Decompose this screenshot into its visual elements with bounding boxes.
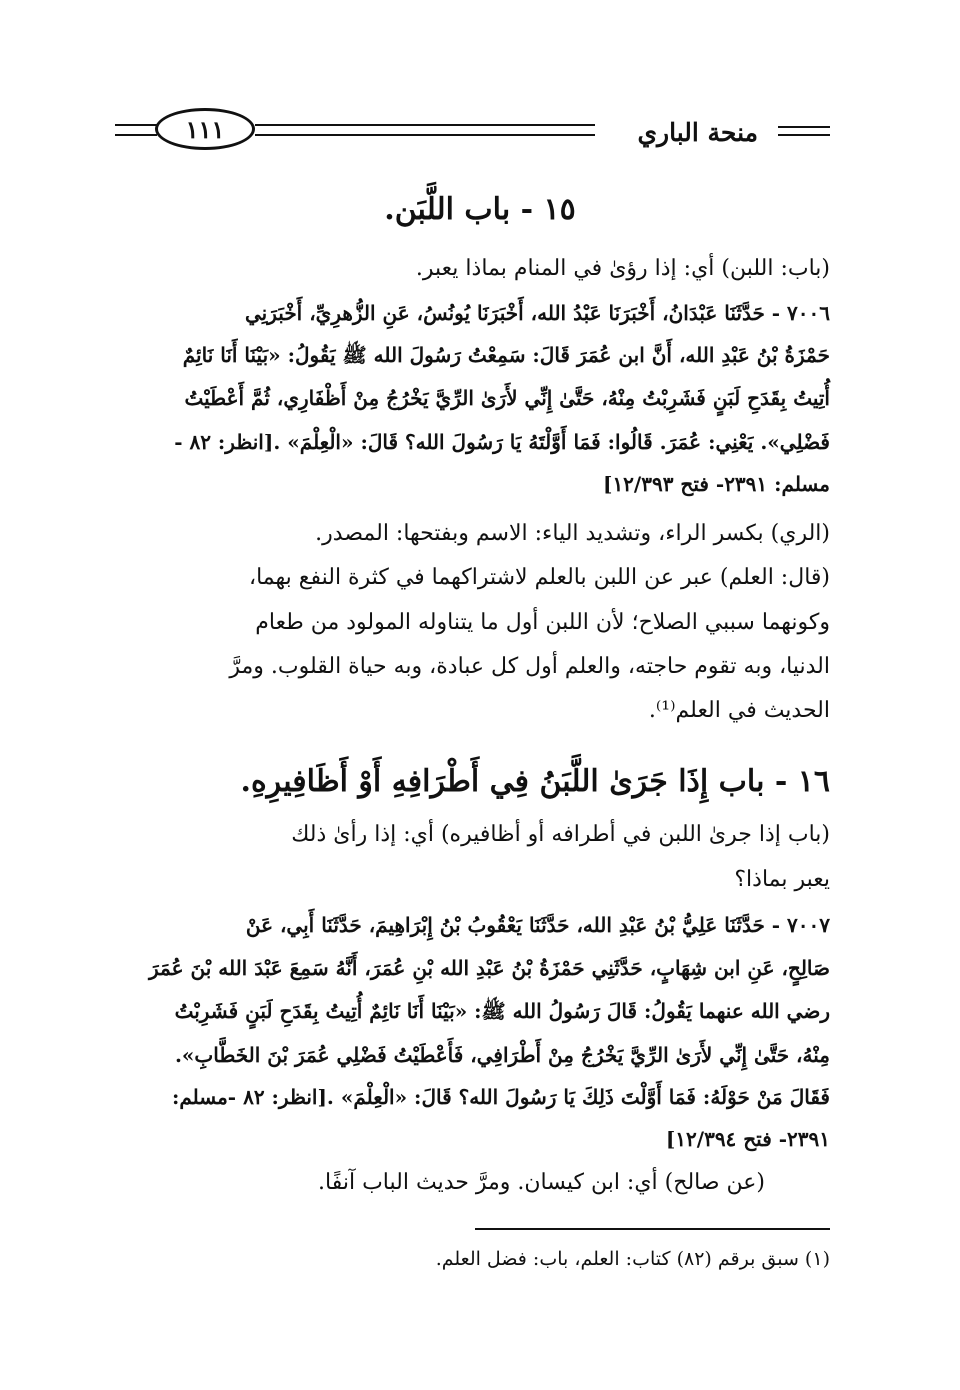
footnote: (١) سبق برقم (٨٢) كتاب: العلم، باب: فضل العلم. [435,1248,830,1270]
commentary-line: الدنيا، وبه تقوم حاجته، والعلم أول كل عبادة، وبه حياة القلوب. ومرَّ [229,654,830,679]
book-title: منحة الباري [637,118,758,147]
commentary-line: (الري) بكسر الراء، وتشديد الياء: الاسم وبفتحها: المصدر. [315,521,830,546]
header-rule-middle-bottom [255,134,595,136]
hadith-7007-line: ٧٠٠٧ - حَدَّثَنَا عَلِيُّ بْنُ عَبْدِ الله، حَدَّثَنَا يَعْقُوبُ بْنُ إِبْرَاهِيمَ، حَدَّثَنَا أَبِي، عَنْ [245,913,830,937]
commentary-line: الحديث في العلم⁽¹⁾. [648,698,830,723]
running-header [115,100,830,164]
section-16-intro: (باب إذا جرىٰ اللبن في أطرافه أو أظافيره) أي: إذا رأىٰ ذلك [291,822,830,847]
hadith-7007-line: رضي الله عنهما يَقُولُ: قَالَ رَسُولُ الله ﷺ: «بَيْنَا أَنَا نَائِمٌ أُتِيتُ بِقَدَحِ لَبَنٍ فَشَرِبْتُ [174,999,830,1023]
commentary-line: وكونهما سببي الصلاح؛ لأن اللبن أول ما يتناوله المولود من طعام [255,610,830,635]
section-16-commentary: (عن صالح) أي: ابن كيسان. ومرَّ حديث الباب آنفًا. [318,1170,765,1195]
section-15-heading: ١٥ - باب اللَّبَن. [384,192,576,227]
section-15-intro: (باب: اللبن) أي: إذا رؤىٰ في المنام بماذا يعبر. [415,256,830,281]
hadith-7006-line: حَمْزَةُ بْنُ عَبْدِ الله، أَنَّ ابن عُمَرَ قَالَ: سَمِعْتُ رَسُولَ الله ﷺ يَقُولُ: «بَيْنَا أَنَا نَائِمٌ [182,343,830,367]
page-number-text: ١١١ [185,114,225,144]
hadith-7007-line: صَالِحٍ، عَنِ ابن شِهَابٍ، حَدَّثَنِي حَمْزَةُ بْنُ عَبْدِ الله بْنِ عُمَرَ، أَنَّهُ سَمِعَ عَبْدَ الله بْنَ عُمَرَ [149,956,830,980]
hadith-7006-line: فَضْلِي». يَعْنِي: عُمَرَ. قَالُوا: فَمَا أَوَّلْتَهُ يَا رَسُولَ الله؟ قَالَ: «الْعِلْمَ» .[انظر: ٨٢ - [174,430,830,454]
header-rule-right-bottom [778,134,830,136]
hadith-7006-line: مسلم: ٢٣٩١- فتح ١٢/٣٩٣] [602,472,830,496]
page-number [155,108,255,150]
header-rule-right-top [778,126,830,128]
footnote-separator [475,1228,830,1230]
section-16-intro: يعبر بماذا؟ [734,867,830,892]
commentary-line: (قال: العلم) عبر عن اللبن بالعلم لاشتراكهما في كثرة النفع بهما، [248,565,830,590]
hadith-7006-line: ٧٠٠٦ - حَدَّثَنَا عَبْدَانُ، أَخْبَرَنَا عَبْدُ الله، أَخْبَرَنَا يُونُسُ، عَنِ الزُّهرِيِّ، أَخْبَرَنِي [245,301,830,325]
hadith-7007-line: فَقَالَ مَنْ حَوْلَهُ: فَمَا أَوَّلْتَ ذَلِكَ يَا رَسُولَ الله؟ قَالَ: «الْعِلْمَ» .[انظر: ٨٢ -مسلم: [171,1085,830,1109]
hadith-7007-line: مِنْهُ، حَتَّىٰ إِنِّي لأَرَىٰ الرِّيَّ يَخْرُجُ مِنْ أَطْرَافِي، فَأَعْطَيْتُ فَضْلِي عُمَرَ بْنَ الخَطَّابِ». [174,1043,830,1067]
header-rule-left-bottom [115,134,157,136]
hadith-7007-line: ٢٣٩١- فتح ١٢/٣٩٤] [665,1127,830,1151]
header-rule-middle-top [255,124,595,126]
header-rule-left-top [115,124,157,126]
section-16-heading: ١٦ - باب إِذَا جَرَىٰ اللَّبَنُ فِي أَطْرَافِهِ أَوْ أَظَافِيرِهِ. [240,764,830,799]
hadith-7006-line: أُتِيتُ بِقَدَحِ لَبَنٍ فَشَرِبْتُ مِنْهُ، حَتَّىٰ إِنِّي لأَرَىٰ الرِّيَّ يَخْرُجُ مِنْ أَظْفَارِي، ثُمَّ أَعْطَيْتُ [184,386,830,410]
